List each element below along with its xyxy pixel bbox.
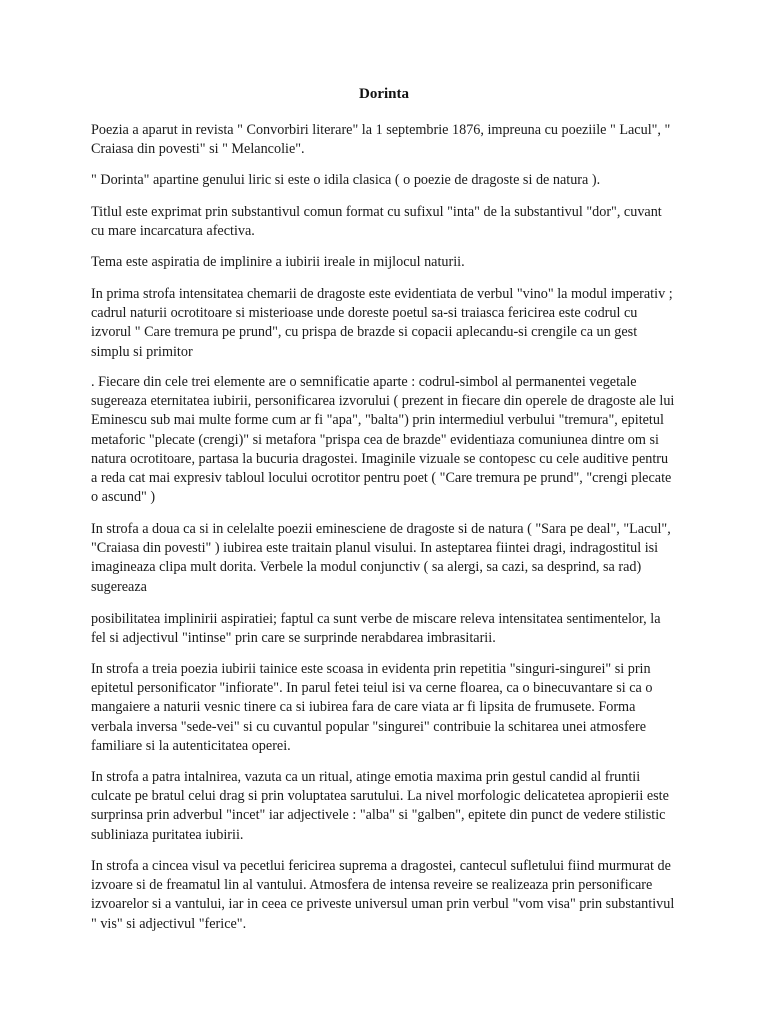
paragraph: In strofa a treia poezia iubirii tainice este scoasa in evidenta prin repetitia "singuri-singurei" si prin epitetul personificator "infiorate". In parul fetei teiul isi va cerne floarea, ca o binecuvantare si ca o mangaiere a naturii vesnic tinere ca si iubirea fara de care viata ar fi lipsita de frumusete. Forma verbala inversa "sede-vei" si cu cuvantul popular "singurei" contribuie la schitarea unei atmosfere familiare si la autenticitatea operei.	[91, 661, 653, 754]
paragraph: In strofa a doua ca si in celelalte poezii eminesciene de dragoste si de natura ( "Sara pe deal", "Lacul", "Craiasa din povesti" ) iubirea este traitain planul visului. In asteptarea fiintei dragi, indragostitul isi imagineaza clipa mult dorita. Verbele la modul conjunctiv ( sa alergi, sa cazi, sa desprind, sa rad) sugereaza	[91, 521, 671, 595]
paragraph: . Fiecare din cele trei elemente are o semnificatie aparte : codrul-simbol al permanentei vegetale sugereaza eternitatea iubirii, personificarea izvorului ( prezent in fiecare din operele de dragoste ale lui Eminescu sub mai multe forme cum ar fi "apa", "balta") prin intermediul verbului "tremura", epitetul metaforic "plecate (crengi)" si metafora "prispa cea de brazde" evidentiaza comuniunea dintre om si natura ocrotitoare, partasa la bucuria dragostei. Imaginile vizuale se contopesc cu cele auditive pentru a reda cat mai expresiv tabloul locului ocrotitor pentru poet ( "Care tremura pe prund", "crengi plecate o ascund" )	[91, 374, 675, 506]
paragraph: In strofa a patra intalnirea, vazuta ca un ritual, atinge emotia maxima prin gestul candid al fruntii culcate pe bratul celui drag si prin voluptatea sarutului. La nivel morfologic delicatetea apropierii este surprinsa prin adverbul "incet" iar adjectivele : "alba" si "galben", epitete din punct de vedere stilistic subliniaza puritatea iubirii.	[91, 769, 669, 843]
paragraph: In strofa a cincea visul va pecetlui fericirea suprema a dragostei, cantecul sufletului fiind murmurat de izvoare si de freamatul lin al vantului. Atmosfera de intensa reveire se realizeaza prin personificare izvoarelor si a vantului, iar in ceea ce priveste universul uman prin verbul "vom visa" prin substantivul " vis" si adjectivul "ferice".	[91, 858, 675, 932]
document-title: Dorinta	[359, 86, 409, 102]
paragraph: posibilitatea implinirii aspiratiei; faptul ca sunt verbe de miscare releva intensitatea sentimentelor, la fel si adjectivul "intinse" prin care se surprinde nerabdarea imbrasitarii.	[91, 611, 661, 647]
paragraph: In prima strofa intensitatea chemarii de dragoste este evidentiata de verbul "vino" la modul imperativ ; cadrul naturii ocrotitoare si misterioase unde doreste poetul sa-si traiasca fericirea este codrul cu izvorul " Care tremura pe prund", cu prispa de brazde si copacii aplecandu-si crengile ca un gest simplu si primitor	[91, 286, 673, 360]
paragraph: " Dorinta" apartine genului liric si este o idila clasica ( o poezie de dragoste si de natura ).	[91, 172, 601, 188]
paragraph: Tema este aspiratia de implinire a iubirii ireale in mijlocul naturii.	[91, 254, 465, 270]
paragraph: Poezia a aparut in revista " Convorbiri literare" la 1 septembrie 1876, impreuna cu poeziile " Lacul", " Craiasa din povesti" si " Melancolie".	[91, 122, 671, 158]
paragraph: Titlul este exprimat prin substantivul comun format cu sufixul "inta" de la substantivul "dor", cuvant cu mare incarcatura afectiva.	[91, 204, 662, 240]
